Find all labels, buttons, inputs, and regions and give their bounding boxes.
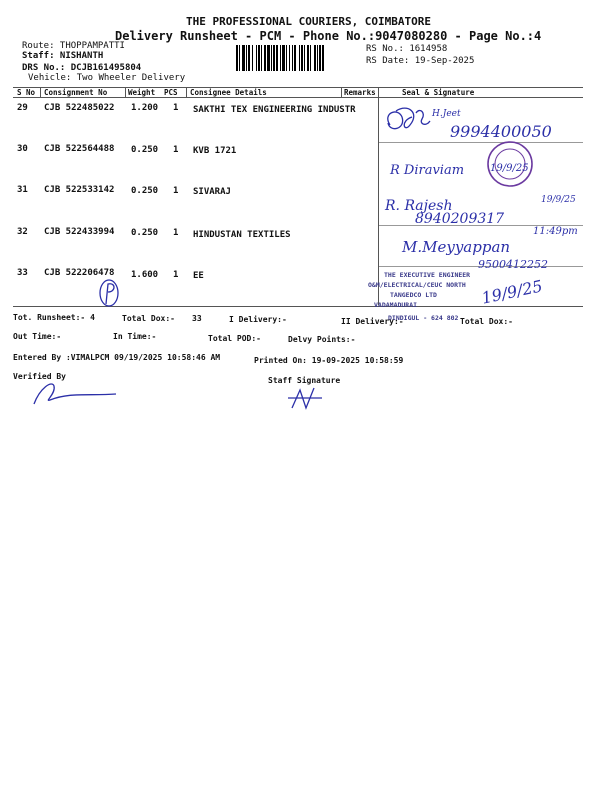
- row-pcs: 1: [173, 186, 179, 196]
- row-sno: 32: [17, 227, 28, 237]
- total-dox-value: 33: [192, 314, 202, 323]
- staff-label: Staff: NISHANTH: [22, 51, 104, 61]
- total-pod-label: Total POD:-: [208, 334, 261, 343]
- handwritten-time-row31: 11:49pm: [533, 226, 578, 237]
- rs-number: RS No.: 1614958: [366, 44, 448, 54]
- col-header-pcs: PCS: [164, 88, 178, 97]
- row-consignee: KVB 1721: [193, 146, 237, 156]
- col-header-seal: Seal & Signature: [402, 88, 475, 97]
- row-pcs: 1: [173, 228, 179, 238]
- stamp-line: DINDIGUL - 624 802: [388, 314, 459, 322]
- handwritten-name-row31: R. Rajesh: [385, 198, 453, 214]
- row-weight: 0.250: [131, 186, 159, 196]
- row-pcs: 1: [173, 270, 179, 280]
- row-sno: 29: [17, 103, 28, 113]
- row-consignment: CJB 522485022: [44, 103, 115, 113]
- row-pcs: 1: [173, 145, 179, 155]
- ii-delivery-label: II Delivery:-: [341, 317, 404, 326]
- row-weight: 0.250: [131, 228, 159, 238]
- stamp-line: TANGEDCO LTD: [390, 291, 437, 299]
- handwritten-date-row33-text: 19/9/25: [479, 276, 545, 308]
- signature-row-31: [383, 190, 583, 238]
- signature-row-29: [380, 103, 580, 143]
- signature-row-32: [400, 232, 590, 272]
- handwritten-date-row30: 19/9/25: [490, 163, 529, 174]
- handwritten-date-row33: [470, 276, 550, 316]
- stamp-line: THE EXECUTIVE ENGINEER: [384, 271, 471, 279]
- i-delivery-label: I Delivery:-: [229, 315, 287, 324]
- handwritten-phone-row32: 9500412252: [478, 258, 548, 271]
- signature-row-30: [388, 142, 548, 192]
- row-sno: 30: [17, 144, 28, 154]
- col-divider: [341, 87, 342, 97]
- signature-row29-name: H.Jeet: [432, 109, 461, 119]
- row-sno: 33: [17, 268, 28, 278]
- total-dox2-label: Total Dox:-: [460, 317, 513, 326]
- in-time-label: In Time:-: [113, 332, 157, 341]
- total-runsheet: Tot. Runsheet:- 4: [13, 313, 95, 322]
- handwritten-name-row30: R Diraviam: [390, 163, 465, 178]
- document-title: Delivery Runsheet - PCM - Phone No.:9047080280 - Page No.:4: [115, 29, 542, 43]
- col-divider: [125, 87, 126, 97]
- handwritten-date-row31: 19/9/25: [541, 195, 576, 205]
- rs-date: RS Date: 19-Sep-2025: [366, 56, 475, 66]
- row-consignee: EE: [193, 271, 204, 281]
- staff-signature-label: Staff Signature: [268, 376, 341, 385]
- row-consignee: HINDUSTAN TEXTILES: [193, 230, 291, 240]
- printed-on: Printed On: 19-09-2025 10:58:59: [254, 356, 404, 365]
- verified-by-signature: [30, 378, 120, 408]
- col-divider: [186, 87, 187, 97]
- staff-signature-mark: [286, 384, 326, 414]
- row-consignment: CJB 522533142: [44, 185, 115, 195]
- col-divider: [378, 87, 379, 97]
- vehicle-label: Vehicle: Two Wheeler Delivery: [28, 73, 186, 83]
- handwritten-mark-row33: [96, 278, 126, 312]
- row-consignment: CJB 522206478: [44, 268, 115, 278]
- col-header-remarks: Remarks: [344, 88, 376, 97]
- row-consignment: CJB 522564488: [44, 144, 115, 154]
- handwritten-phone-row31: 8940209317: [415, 211, 505, 227]
- handwritten-name-row32: M.Meyyappan: [402, 238, 511, 256]
- row-consignee: SAKTHI TEX ENGINEERING INDUSTR: [193, 105, 356, 115]
- drs-number: DRS No.: DCJB161495804: [22, 63, 142, 73]
- col-header-sno: S No: [17, 88, 36, 97]
- row-pcs: 1: [173, 103, 179, 113]
- col-header-consignment: Consignment No: [44, 88, 108, 97]
- row-consignee: SIVARAJ: [193, 187, 231, 197]
- entered-by: Entered By :VIMALPCM 09/19/2025 10:58:46 AM: [13, 353, 221, 362]
- header-bottom-rule: [13, 97, 583, 98]
- row-sno: 31: [17, 185, 28, 195]
- row-weight: 1.600: [131, 270, 159, 280]
- stamp-line: O&M/ELECTRICAL/CEUC NORTH: [368, 281, 466, 289]
- row-consignment: CJB 522433994: [44, 227, 115, 237]
- col-header-weight: Weight: [128, 88, 156, 97]
- stamp-line: VADAMADURAI: [374, 301, 418, 309]
- barcode: [236, 45, 362, 71]
- row-weight: 0.250: [131, 145, 159, 155]
- total-dox-label: Total Dox:-: [122, 314, 175, 323]
- col-divider: [40, 87, 41, 97]
- col-header-consignee: Consignee Details: [190, 88, 267, 97]
- route-label: Route: THOPPAMPATTI: [22, 41, 125, 51]
- company-name: THE PROFESSIONAL COURIERS, COIMBATORE: [186, 15, 432, 28]
- verified-by-label: Verified By: [13, 372, 66, 381]
- row-weight: 1.200: [131, 103, 159, 113]
- handwritten-phone-row29: 9994400050: [450, 122, 552, 141]
- out-time-label: Out Time:-: [13, 332, 62, 341]
- delvy-points-label: Delvy Points:-: [288, 335, 356, 344]
